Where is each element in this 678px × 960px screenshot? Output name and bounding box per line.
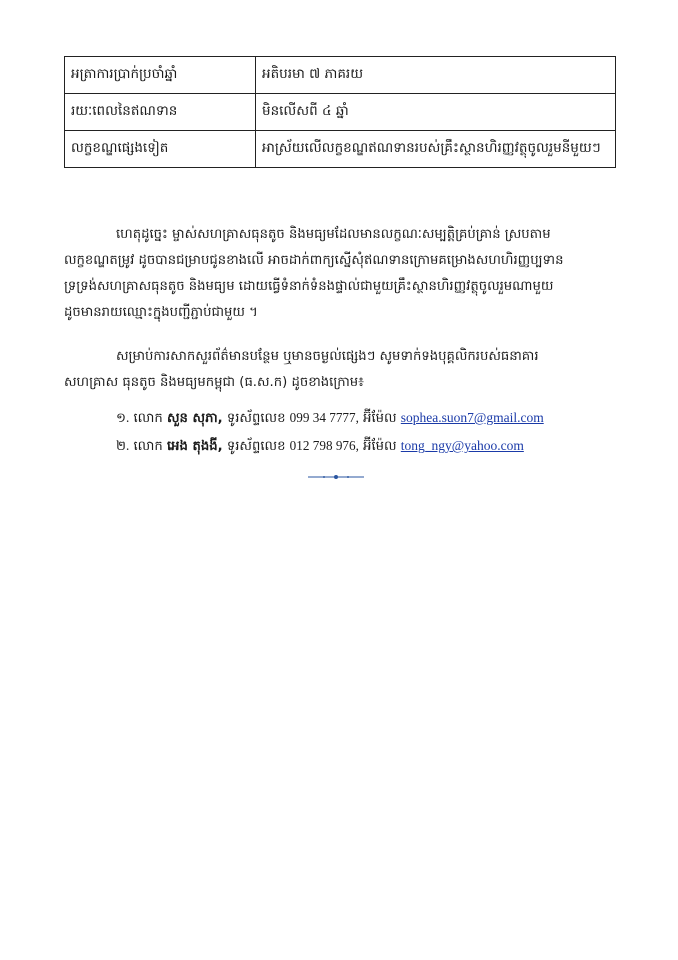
table-value-cell: មិនលើសពី ៤ ឆ្នាំ: [256, 94, 616, 131]
paragraph-line: សហគ្រាស ធុនតូច និងមធ្យមកម្ពុជា (ធ.ស.ក) ដូចខាងក្រោម៖: [64, 375, 364, 390]
table-label-cell: លក្ខខណ្ឌផ្សេងទៀត: [65, 131, 256, 168]
contact-email-link[interactable]: sophea.suon7@gmail.com: [400, 410, 544, 425]
paragraph-line: ហេតុដូច្នេះ ម្ចាស់សហគ្រាសធុនតូច និងមធ្យមដែលមានលក្ខណៈសម្បត្តិគ្រប់គ្រាន់ ស្របតាម: [116, 227, 551, 242]
contact-email-link[interactable]: tong_ngy@yahoo.com: [400, 438, 524, 453]
table-value-cell: អតិបរមា ៧ ភាគរយ: [256, 57, 616, 94]
table-row: [65, 94, 616, 131]
table-label-cell: អត្រាការប្រាក់ប្រចាំឆ្នាំ: [65, 57, 256, 94]
contact-title: លោក: [133, 439, 163, 454]
contact-title: លោក: [133, 411, 163, 426]
contact-intro-paragraph: [64, 344, 620, 396]
contact-phone: 012 798 976,: [289, 438, 359, 453]
paragraph-line: លក្ខខណ្ឌតម្រូវ ដូចបានជម្រាបជូនខាងលើ អាចដាក់ពាក្យស្នើសុំឥណទានក្រោមគម្រោងសហហិរញ្ញប្បទាន: [64, 253, 564, 268]
eligibility-paragraph: [64, 222, 620, 326]
contact-name: អេង តុងងី,: [167, 439, 223, 454]
contact-item: [116, 434, 524, 459]
table-row: [65, 57, 616, 94]
table-row: [65, 131, 616, 168]
table-value-cell: អាស្រ័យលើលក្ខខណ្ឌឥណទានរបស់គ្រឹះស្ថានហិរញ្ញវត្ថុចូលរួមនីមួយៗ: [256, 131, 616, 168]
contact-phone: 099 34 7777,: [289, 410, 359, 425]
paragraph-line: ទ្រទ្រង់សហគ្រាសធុនតូច និងមធ្យម ដោយធ្វើទំនាក់ទំនងផ្ទាល់ជាមួយគ្រឹះស្ថានហិរញ្ញវត្ថុចូលរួមណាមួយ: [64, 279, 554, 294]
contact-phone-label: ទូរស័ព្ទលេខ: [226, 439, 286, 454]
contact-number: ១.: [116, 410, 130, 425]
loan-terms-table: [64, 56, 616, 168]
ornament-divider: [306, 473, 366, 481]
paragraph-line: សម្រាប់ការសាកសួរព័ត៌មានបន្ថែម ឬមានចម្ងល់ផ្សេងៗ សូមទាក់ទងបុគ្គលិករបស់ធនាគារ: [116, 349, 539, 364]
contact-name: សួន សុភា,: [167, 411, 223, 426]
contact-email-label: អ៊ីម៉ែល: [363, 439, 397, 454]
contact-phone-label: ទូរស័ព្ទលេខ: [226, 411, 286, 426]
table-label-cell: រយៈពេលនៃឥណទាន: [65, 94, 256, 131]
contact-email-label: អ៊ីម៉ែល: [363, 411, 397, 426]
contact-item: [116, 406, 544, 431]
contact-number: ២.: [116, 438, 130, 453]
paragraph-line: ដូចមានរាយឈ្មោះក្នុងបញ្ជីភ្ជាប់ជាមួយ ។: [64, 305, 258, 320]
